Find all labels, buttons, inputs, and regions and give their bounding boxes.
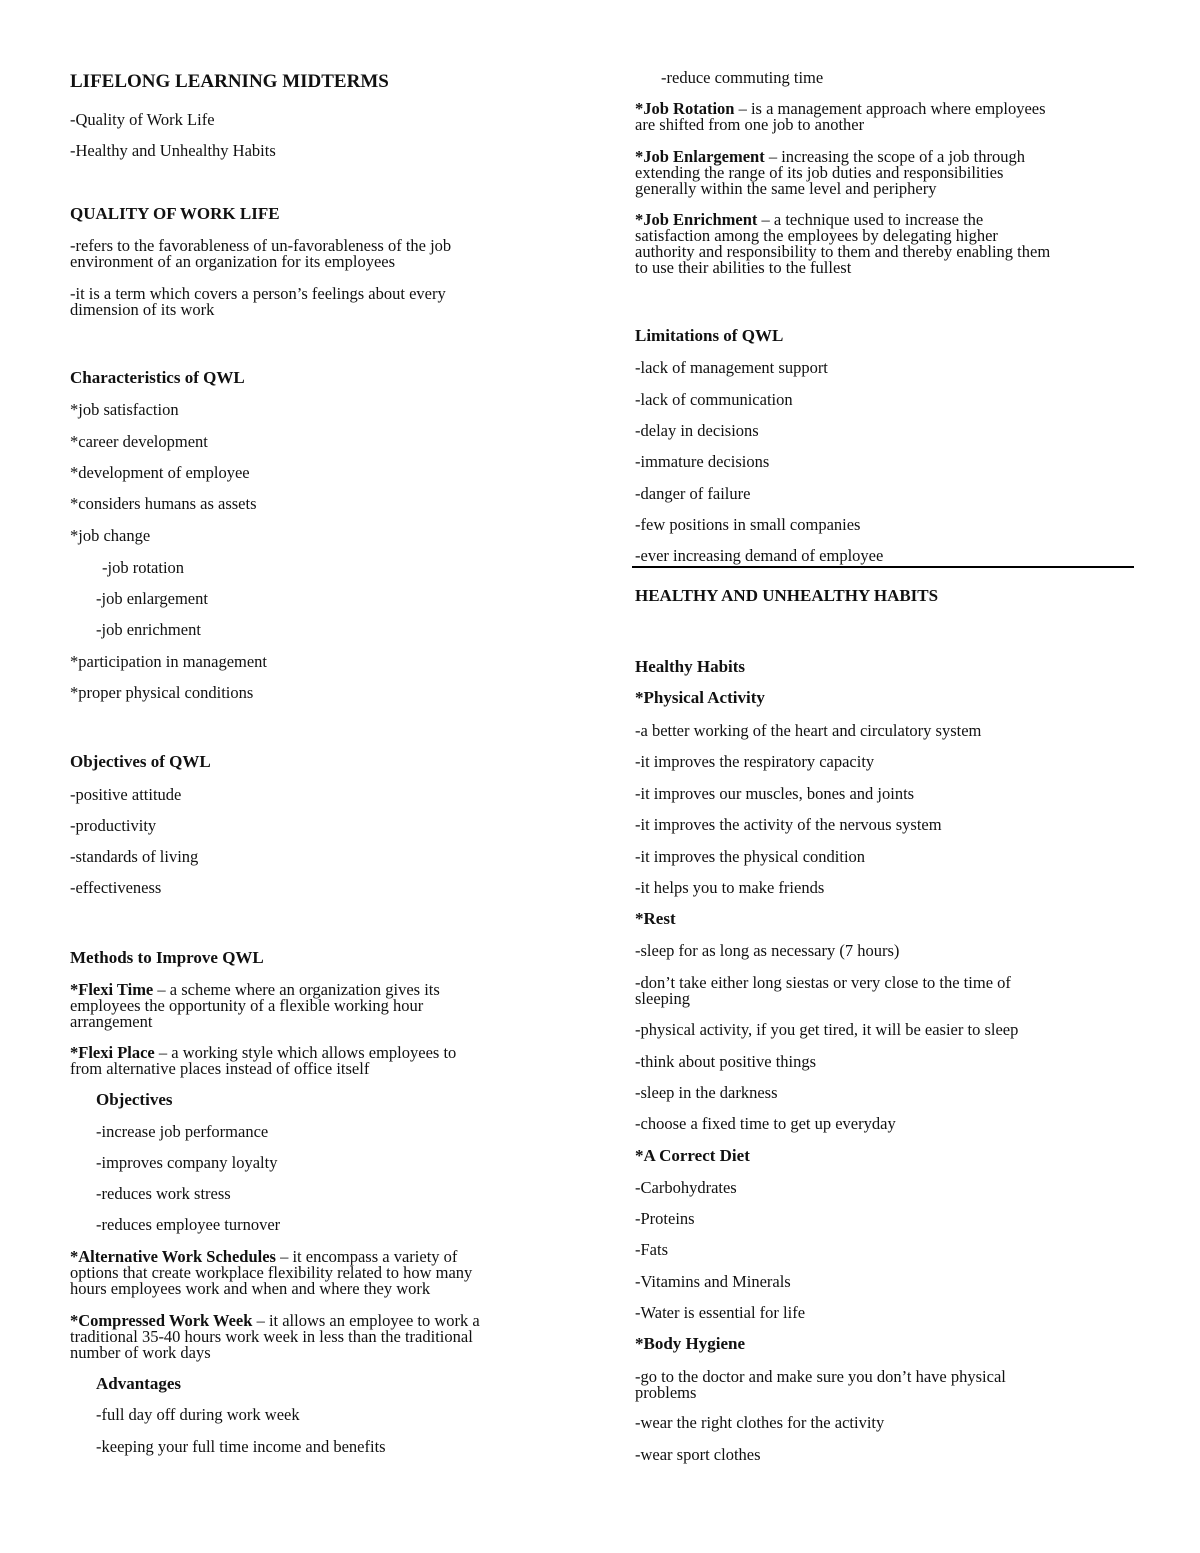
definition-line: hours employees work and when and where they work	[70, 1279, 431, 1298]
term: *Job Enrichment	[635, 210, 758, 229]
list-item: -it improves our muscles, bones and joints	[635, 784, 915, 803]
list-item: -Proteins	[635, 1209, 695, 1228]
list-item: -Fats	[635, 1240, 668, 1259]
list-item: -standards of living	[70, 847, 199, 866]
list-item: -it improves the activity of the nervous system	[635, 815, 942, 834]
definition-line: traditional 35-40 hours work week in less than the traditional	[70, 1327, 473, 1346]
rest-heading: *Rest	[635, 909, 676, 928]
list-item: -it improves the respiratory capacity	[635, 752, 875, 771]
list-item: *job satisfaction	[70, 400, 179, 419]
list-item: -danger of failure	[635, 484, 751, 503]
list-item: -Carbohydrates	[635, 1178, 737, 1197]
definition-line: from alternative places instead of office itself	[70, 1059, 370, 1078]
limitations-heading: Limitations of QWL	[635, 326, 784, 345]
list-item: -delay in decisions	[635, 421, 759, 440]
body-hygiene-heading: *Body Hygiene	[635, 1334, 746, 1353]
list-item: -few positions in small companies	[635, 515, 861, 534]
list-item: -effectiveness	[70, 878, 162, 897]
list-item: -choose a fixed time to get up everyday	[635, 1114, 896, 1133]
list-item: -Water is essential for life	[635, 1303, 806, 1322]
list-item-continued: problems	[635, 1383, 697, 1402]
list-item: *job change	[70, 526, 151, 545]
term: *Job Rotation	[635, 99, 735, 118]
qwl-definition-line: dimension of its work	[70, 300, 215, 319]
list-item: -think about positive things	[635, 1052, 817, 1071]
sub-list-item: -full day off during work week	[96, 1405, 300, 1424]
sub-list-item: -increase job performance	[96, 1122, 269, 1141]
methods-heading: Methods to Improve QWL	[70, 948, 264, 967]
diet-heading: *A Correct Diet	[635, 1146, 750, 1165]
list-item: -Vitamins and Minerals	[635, 1272, 791, 1291]
intro-item: -Healthy and Unhealthy Habits	[70, 141, 276, 160]
definition-text: – a technique used to increase the	[757, 210, 984, 229]
list-item: -productivity	[70, 816, 157, 835]
term: *Compressed Work Week	[70, 1311, 253, 1330]
sub-list-item: -keeping your full time income and benefits	[96, 1437, 386, 1456]
definition-line: to use their abilities to the fullest	[635, 258, 852, 277]
physical-activity-heading: *Physical Activity	[635, 688, 765, 707]
subsection-heading: Advantages	[96, 1374, 182, 1393]
list-item: -wear the right clothes for the activity	[635, 1413, 885, 1432]
definition-line: extending the range of its job duties and responsibilities	[635, 163, 1004, 182]
term: *Job Enlargement	[635, 147, 765, 166]
list-item: -a better working of the heart and circulatory system	[635, 721, 982, 740]
healthy-habits-heading: Healthy Habits	[635, 657, 746, 676]
term: *Flexi Time	[70, 980, 154, 999]
list-item: -wear sport clothes	[635, 1445, 761, 1464]
term: *Alternative Work Schedules	[70, 1247, 276, 1266]
term: *Flexi Place	[70, 1043, 155, 1062]
definition-line: employees the opportunity of a flexible working hour	[70, 996, 424, 1015]
section-divider	[632, 566, 1134, 568]
list-item: -it helps you to make friends	[635, 878, 825, 897]
list-item: *career development	[70, 432, 208, 451]
list-item: *development of employee	[70, 463, 250, 482]
section-heading-qwl: QUALITY OF WORK LIFE	[70, 204, 280, 223]
list-item: -go to the doctor and make sure you don’t have physical	[635, 1367, 1006, 1386]
list-item: -ever increasing demand of employee	[635, 546, 884, 565]
definition-line: arrangement	[70, 1012, 153, 1031]
list-item: -positive attitude	[70, 785, 182, 804]
list-item: -lack of management support	[635, 358, 828, 377]
objectives-heading: Objectives of QWL	[70, 752, 211, 771]
list-item: -immature decisions	[635, 452, 770, 471]
list-item: -sleep in the darkness	[635, 1083, 778, 1102]
definition-line: authority and responsibility to them and thereby enabling them	[635, 242, 1051, 261]
list-item: -don’t take either long siestas or very close to the time of	[635, 973, 1011, 992]
list-item: *proper physical conditions	[70, 683, 254, 702]
subsection-heading: Objectives	[96, 1090, 173, 1109]
list-item: -sleep for as long as necessary (7 hours)	[635, 941, 900, 960]
sub-list-item: -reduces employee turnover	[96, 1215, 281, 1234]
list-item: -lack of communication	[635, 390, 793, 409]
definition-text: – it encompass a variety of	[275, 1247, 458, 1266]
definition-text: – is a management approach where employees	[734, 99, 1046, 118]
qwl-definition-line: -refers to the favorableness of un-favorableness of the job	[70, 236, 452, 255]
definition-line: are shifted from one job to another	[635, 115, 865, 134]
qwl-definition-line: -it is a term which covers a person’s feelings about every	[70, 284, 446, 303]
definition-line: satisfaction among the employees by delegating higher	[635, 226, 998, 245]
intro-item: -Quality of Work Life	[70, 110, 215, 129]
sub-list-item: -improves company loyalty	[96, 1153, 278, 1172]
qwl-definition-line: environment of an organization for its employees	[70, 252, 396, 271]
definition-line: generally within the same level and periphery	[635, 179, 937, 198]
section-heading-habits: HEALTHY AND UNHEALTHY HABITS	[635, 586, 939, 605]
definition-text: – a scheme where an organization gives its	[153, 980, 440, 999]
sub-list-item: -job enrichment	[96, 620, 201, 639]
list-item: -physical activity, if you get tired, it will be easier to sleep	[635, 1020, 1019, 1039]
document-title: LIFELONG LEARNING MIDTERMS	[70, 71, 389, 92]
definition-line: number of work days	[70, 1343, 211, 1362]
list-item: *participation in management	[70, 652, 268, 671]
definition-text: – it allows an employee to work a	[252, 1311, 480, 1330]
list-item-continued: sleeping	[635, 989, 690, 1008]
list-item: *considers humans as assets	[70, 494, 257, 513]
definition-text: – increasing the scope of a job through	[764, 147, 1025, 166]
sub-list-item: -reduces work stress	[96, 1184, 231, 1203]
sub-list-item: -reduce commuting time	[661, 68, 824, 87]
definition-line: options that create workplace flexibility related to how many	[70, 1263, 473, 1282]
sub-list-item: -job rotation	[102, 558, 185, 577]
list-item: -it improves the physical condition	[635, 847, 866, 866]
characteristics-heading: Characteristics of QWL	[70, 368, 245, 387]
definition-text: – a working style which allows employees to	[154, 1043, 457, 1062]
sub-list-item: -job enlargement	[96, 589, 208, 608]
